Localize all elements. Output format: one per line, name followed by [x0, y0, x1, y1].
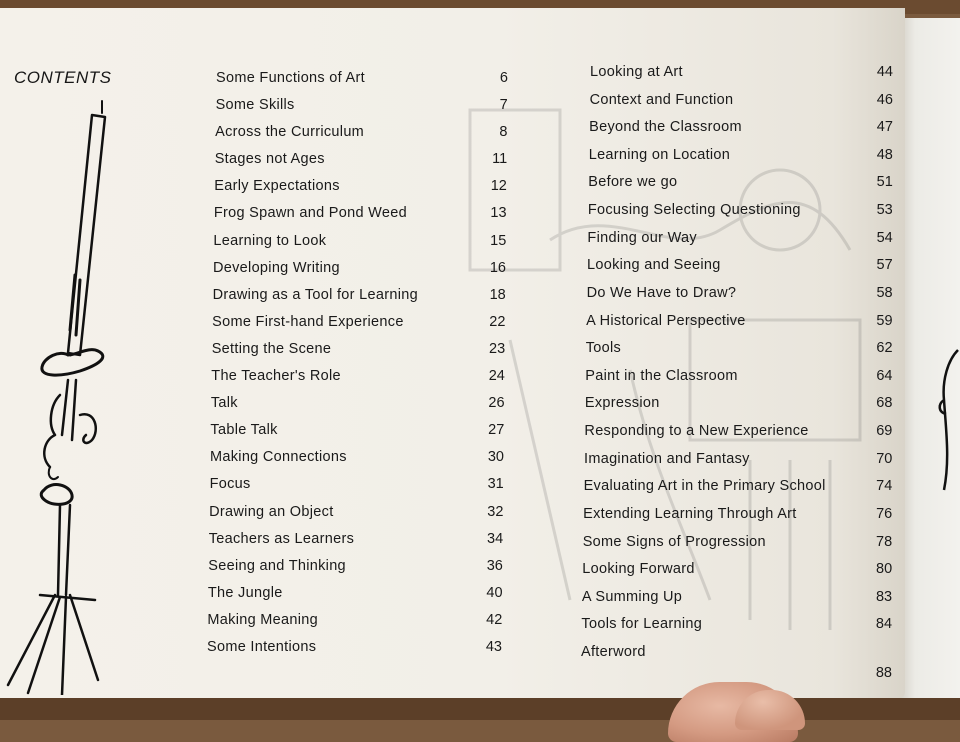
toc-entry-title: Some Intentions: [207, 639, 317, 655]
toc-entry-title: Paint in the Classroom: [585, 367, 738, 384]
toc-entry-page-number: 8: [499, 124, 508, 141]
toc-entry-page-number: 84: [875, 616, 893, 633]
toc-entry-page-number: 26: [488, 395, 505, 412]
toc-entry-title: Afterword: [581, 644, 646, 660]
toc-entry-title: Making Meaning: [207, 611, 319, 628]
toc-entry-title: The Teacher's Role: [211, 368, 341, 385]
toc-entry-page-number: 31: [487, 476, 504, 493]
partial-illustration-right-edge: [930, 340, 960, 510]
toc-entry-title: Developing Writing: [213, 259, 340, 276]
toc-entry-title: Early Expectations: [214, 178, 340, 195]
toc-entry-title: Learning on Location: [588, 146, 731, 163]
toc-entry-title: Talk: [210, 395, 238, 412]
toc-entry-page-number: 24: [488, 368, 505, 385]
toc-entry-page-number: 83: [875, 588, 893, 605]
toc-entry-title: Some Skills: [215, 97, 295, 114]
toc-entry-title: Looking and Seeing: [587, 257, 721, 274]
toc-entry-page-number: 36: [486, 557, 503, 574]
toc-entry-page-number: 59: [876, 312, 893, 329]
toc-entry-title: Some First-hand Experience: [212, 313, 404, 330]
toc-entry-page-number: 70: [876, 450, 893, 467]
toc-entry-title: Some Signs of Progression: [582, 533, 766, 550]
toc-entry-page-number: 27: [488, 422, 505, 439]
toc-entry-page-number: 6: [499, 70, 508, 86]
toc-entry-page-number: 58: [876, 284, 893, 301]
toc-entry-page-number: 42: [486, 611, 503, 628]
toc-entry-page-number: 68: [876, 395, 893, 412]
toc-entry-page-number: 34: [487, 530, 504, 547]
toc-entry-page-number: 43: [485, 639, 502, 655]
toc-entry-title: Looking at Art: [590, 64, 683, 80]
toc-entry-title: Across the Curriculum: [215, 124, 365, 141]
toc-entry-title: Evaluating Art in the Primary School: [583, 478, 826, 495]
toc-entry-title: Context and Function: [589, 91, 734, 108]
toc-entry-title: Focus: [209, 476, 251, 493]
garden-fork-illustration: [0, 95, 110, 695]
toc-entry-title: Seeing and Thinking: [208, 557, 346, 574]
toc-entry-title: Expression: [584, 395, 660, 412]
toc-entry-title: Tools for Learning: [581, 616, 703, 633]
toc-entry-title: Looking Forward: [582, 561, 695, 578]
toc-entry-title: Learning to Look: [213, 232, 327, 249]
toc-entry-page-number: 57: [876, 257, 893, 274]
toc-entry-page-number: 12: [490, 178, 507, 195]
toc-entry-page-number: 51: [876, 174, 893, 191]
toc-entry-title: Before we go: [588, 174, 678, 191]
toc-entry-page-number: 64: [876, 367, 893, 384]
toc-entry-page-number: 23: [489, 340, 506, 357]
toc-entry-page-number: 13: [490, 205, 507, 222]
toc-entry-title: Imagination and Fantasy: [584, 450, 750, 467]
toc-entry-title: Beyond the Classroom: [589, 119, 742, 136]
toc-entry-page-number: 46: [876, 91, 893, 108]
toc-entry-title: Do We Have to Draw?: [586, 284, 737, 301]
toc-entry-title: The Jungle: [207, 584, 283, 601]
toc-entry-page-number: 69: [876, 423, 893, 440]
toc-entry-page-number: 53: [876, 202, 893, 219]
toc-entry-title: Making Connections: [210, 449, 347, 466]
toc-entry-title: Responding to a New Experience: [584, 423, 809, 440]
toc-entry-title: Teachers as Learners: [208, 530, 355, 547]
toc-entry-page-number: 88: [875, 665, 892, 681]
toc-entry-title: Stages not Ages: [214, 151, 325, 168]
toc-entry-title: Drawing an Object: [209, 503, 334, 520]
toc-entry-title: Some Functions of Art: [216, 70, 365, 86]
toc-entry-title: Drawing as a Tool for Learning: [212, 286, 418, 303]
toc-entry-title: Table Talk: [210, 422, 278, 439]
toc-entry-title: Tools: [585, 340, 622, 357]
toc-entry-page-number: 11: [492, 151, 508, 168]
toc-entry-title: Finding our Way: [587, 229, 697, 246]
toc-entry-title: Focusing Selecting Questioning: [587, 202, 801, 219]
toc-entry-page-number: 44: [876, 64, 893, 80]
toc-entry-page-number: 54: [876, 229, 893, 246]
toc-entry-page-number: 80: [876, 561, 893, 578]
toc-entry-page-number: 40: [486, 584, 503, 601]
toc-entry-page-number: 7: [499, 97, 508, 114]
toc-entry-page-number: 62: [876, 340, 893, 357]
toc-entry-title: A Summing Up: [581, 588, 683, 605]
toc-entry-page-number: 48: [876, 146, 893, 163]
contents-heading: CONTENTS: [14, 68, 112, 87]
toc-entry-page-number: 78: [876, 533, 893, 550]
toc-entry-page-number: 15: [490, 232, 507, 249]
toc-entry-page-number: 74: [876, 478, 893, 495]
toc-entry-page-number: 18: [489, 286, 506, 303]
toc-entry-page-number: 76: [876, 505, 893, 522]
toc-entry-title: Setting the Scene: [211, 340, 332, 357]
toc-entry-page-number: 16: [489, 259, 506, 276]
toc-entry-title: A Historical Perspective: [586, 312, 746, 329]
toc-entry-page-number: 22: [489, 313, 506, 330]
toc-entry-page-number: 32: [487, 503, 504, 520]
toc-entry-title: Frog Spawn and Pond Weed: [213, 205, 407, 222]
toc-entry-page-number: 30: [487, 449, 504, 466]
toc-entry-page-number: 47: [876, 119, 893, 136]
toc-entry-title: Extending Learning Through Art: [583, 505, 797, 522]
